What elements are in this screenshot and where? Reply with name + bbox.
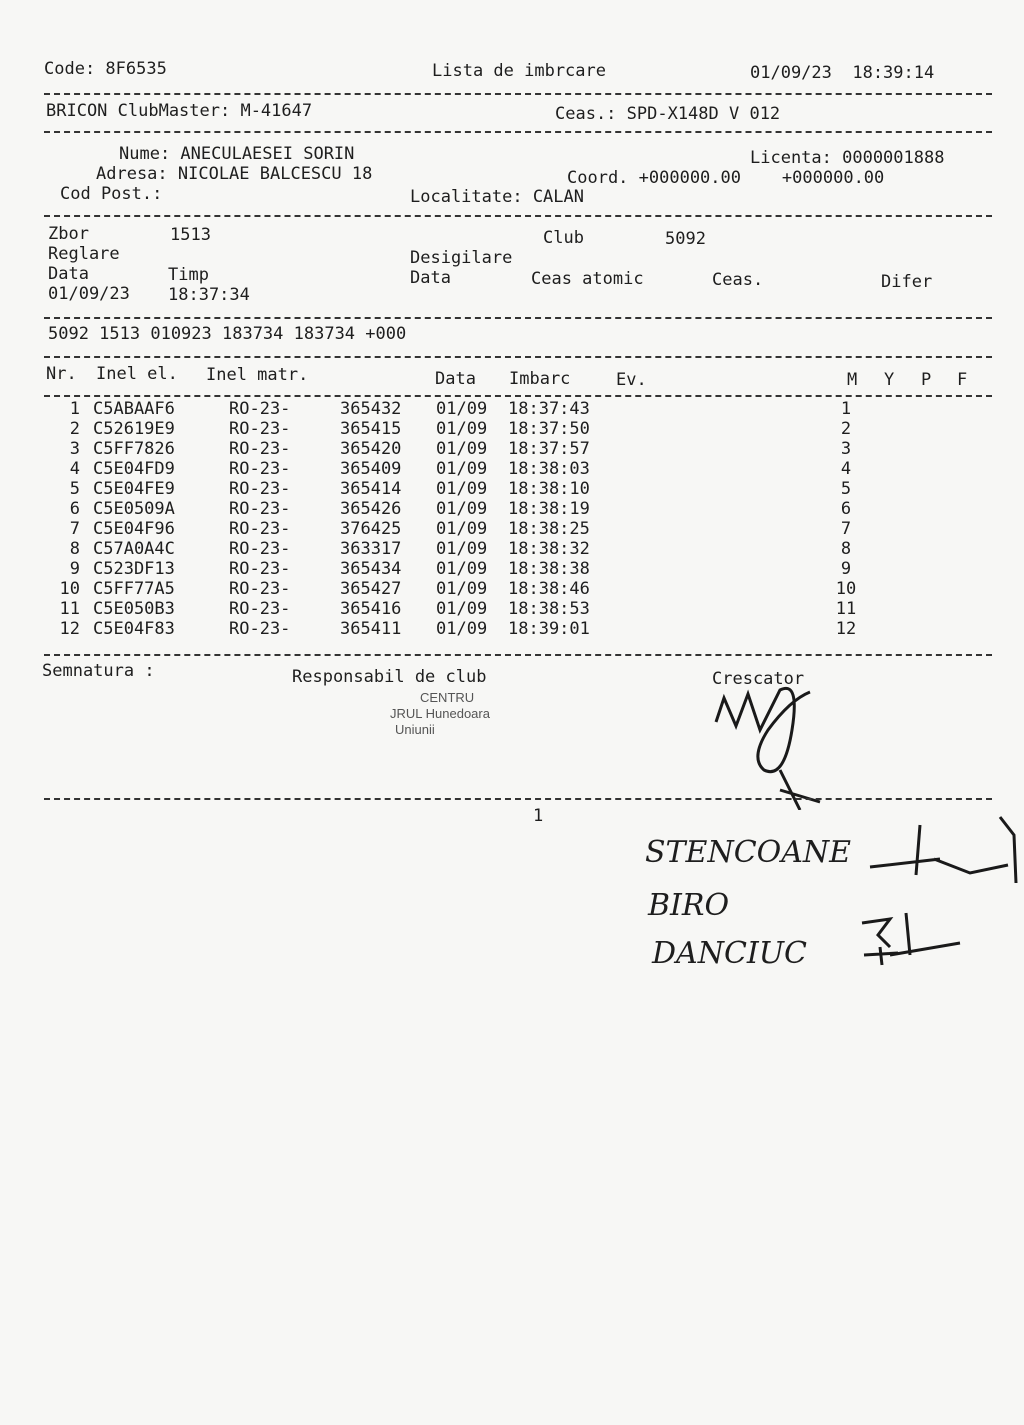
stamp-line: JRUL Hunedoara: [390, 706, 490, 721]
postal-code: Cod Post.:: [60, 184, 163, 204]
clubmaster-info: BRICON ClubMaster: M-41647: [46, 101, 313, 121]
setting-time-value: 18:37:34: [168, 285, 250, 305]
row-time: 18:37:50: [508, 419, 590, 439]
setting-label: Reglare: [48, 244, 120, 264]
page-title: Lista de imbrcare: [432, 61, 606, 81]
row-m: 3: [840, 439, 852, 459]
row-nr: 10: [59, 579, 80, 599]
row-nr: 1: [69, 399, 80, 419]
row-nr: 11: [59, 599, 80, 619]
table-row: [46, 499, 946, 519]
flight-number: 1513: [170, 225, 211, 245]
owner-address: Adresa: NICOLAE BALCESCU 18: [96, 164, 373, 184]
row-time: 18:38:03: [508, 459, 590, 479]
club-number: 5092: [665, 229, 706, 249]
divider: [44, 93, 992, 95]
signature-label: Semnatura :: [42, 661, 155, 681]
col-ev: Ev.: [616, 370, 647, 390]
row-time: 18:37:43: [508, 399, 590, 419]
row-prefix: RO-23-: [229, 599, 291, 619]
row-inel-matr: 365411: [340, 619, 402, 639]
handwritten-name: BIRO: [648, 888, 730, 923]
page-number: 1: [533, 806, 544, 826]
row-prefix: RO-23-: [229, 459, 291, 479]
col-m: M: [847, 370, 858, 390]
divider: [44, 317, 992, 319]
row-date: 01/09: [436, 439, 488, 459]
table-row: [46, 419, 946, 439]
row-date: 01/09: [436, 499, 488, 519]
row-m: 5: [840, 479, 852, 499]
clock-label: Ceas.: [712, 270, 764, 290]
divider: [44, 131, 992, 133]
col-f: F: [957, 370, 968, 390]
table-row: [46, 579, 946, 599]
divider: [44, 654, 992, 656]
row-inel-el: C5E04F83: [93, 619, 175, 639]
row-prefix: RO-23-: [229, 479, 291, 499]
breeder-signature: [700, 670, 840, 810]
row-m: 2: [840, 419, 852, 439]
row-inel-matr: 376425: [340, 519, 402, 539]
breeder-label: Crescator: [712, 669, 805, 689]
difference-label: Difer: [881, 272, 933, 292]
col-nr: Nr.: [46, 364, 77, 384]
row-nr: 5: [69, 479, 80, 499]
handwritten-name: STENCOANE: [645, 835, 852, 870]
row-inel-el: C5FF77A5: [93, 579, 175, 599]
row-time: 18:38:38: [508, 559, 590, 579]
row-m: 11: [835, 599, 857, 619]
row-inel-matr: 365416: [340, 599, 402, 619]
row-m: 7: [840, 519, 852, 539]
row-m: 6: [840, 499, 852, 519]
unsealing-label: Desigilare: [410, 248, 513, 268]
row-time: 18:38:53: [508, 599, 590, 619]
flight-label: Zbor: [48, 224, 89, 244]
row-inel-matr: 365426: [340, 499, 402, 519]
locality: Localitate: CALAN: [410, 187, 584, 207]
row-time: 18:38:25: [508, 519, 590, 539]
divider: [44, 798, 992, 800]
row-time: 18:39:01: [508, 619, 590, 639]
row-date: 01/09: [436, 579, 488, 599]
row-prefix: RO-23-: [229, 419, 291, 439]
atomic-clock-label: Ceas atomic: [531, 269, 644, 289]
row-prefix: RO-23-: [229, 399, 291, 419]
row-m: 8: [840, 539, 852, 559]
row-inel-el: C5FF7826: [93, 439, 175, 459]
row-nr: 12: [59, 619, 80, 639]
license-number: Licenta: 0000001888: [750, 148, 945, 168]
clock-info: Ceas.: SPD-X148D V 012: [555, 104, 781, 124]
divider: [44, 395, 992, 397]
row-date: 01/09: [436, 419, 488, 439]
row-prefix: RO-23-: [229, 539, 291, 559]
row-inel-el: C5E04FD9: [93, 459, 175, 479]
row-inel-matr: 365420: [340, 439, 402, 459]
table-row: [46, 559, 946, 579]
setting-date-label: Data: [48, 264, 89, 284]
row-time: 18:38:19: [508, 499, 590, 519]
row-m: 9: [840, 559, 852, 579]
row-inel-el: C5E04F96: [93, 519, 175, 539]
row-inel-matr: 365409: [340, 459, 402, 479]
row-date: 01/09: [436, 479, 488, 499]
table-row: [46, 539, 946, 559]
row-inel-matr: 365427: [340, 579, 402, 599]
row-prefix: RO-23-: [229, 519, 291, 539]
row-nr: 2: [69, 419, 80, 439]
code-line: 5092 1513 010923 183734 183734 +000: [48, 324, 407, 344]
row-prefix: RO-23-: [229, 579, 291, 599]
row-date: 01/09: [436, 559, 488, 579]
row-prefix: RO-23-: [229, 619, 291, 639]
print-datetime: 01/09/23 18:39:14: [750, 63, 935, 83]
table-row: [46, 519, 946, 539]
row-nr: 8: [69, 539, 80, 559]
table-row: [46, 619, 946, 639]
row-inel-el: C5E04FE9: [93, 479, 175, 499]
table-row: [46, 439, 946, 459]
owner-name: Nume: ANECULAESEI SORIN: [119, 144, 355, 164]
club-responsible-label: Responsabil de club: [292, 667, 487, 687]
row-time: 18:38:46: [508, 579, 590, 599]
row-inel-matr: 365432: [340, 399, 402, 419]
row-inel-el: C52619E9: [93, 419, 175, 439]
col-imbarc: Imbarc: [509, 369, 571, 389]
col-p: P: [921, 370, 932, 390]
row-inel-matr: 365414: [340, 479, 402, 499]
table-row: [46, 399, 946, 419]
row-prefix: RO-23-: [229, 559, 291, 579]
row-nr: 4: [69, 459, 80, 479]
col-y: Y: [884, 370, 895, 390]
table-row: [46, 599, 946, 619]
row-nr: 7: [69, 519, 80, 539]
row-nr: 3: [69, 439, 80, 459]
row-inel-matr: 365415: [340, 419, 402, 439]
stamp-line: Uniunii: [395, 722, 435, 737]
row-m: 12: [835, 619, 857, 639]
table-row: [46, 459, 946, 479]
row-nr: 6: [69, 499, 80, 519]
row-prefix: RO-23-: [229, 499, 291, 519]
row-inel-el: C57A0A4C: [93, 539, 175, 559]
row-m: 10: [835, 579, 857, 599]
row-date: 01/09: [436, 459, 488, 479]
stamp-line: CENTRU: [420, 690, 475, 705]
divider: [44, 356, 992, 358]
club-label: Club: [543, 228, 584, 248]
row-m: 4: [840, 459, 852, 479]
row-inel-matr: 365434: [340, 559, 402, 579]
code-label: Code: 8F6535: [44, 59, 167, 79]
col-inel-el: Inel el.: [96, 364, 178, 384]
row-nr: 9: [69, 559, 80, 579]
row-inel-matr: 363317: [340, 539, 402, 559]
row-inel-el: C5E0509A: [93, 499, 175, 519]
row-time: 18:38:32: [508, 539, 590, 559]
divider: [44, 215, 992, 217]
row-date: 01/09: [436, 399, 488, 419]
col-data: Data: [435, 369, 476, 389]
handwritten-signatures: [850, 815, 1020, 985]
setting-date-value: 01/09/23: [48, 284, 130, 304]
row-time: 18:37:57: [508, 439, 590, 459]
row-time: 18:38:10: [508, 479, 590, 499]
row-date: 01/09: [436, 599, 488, 619]
row-date: 01/09: [436, 519, 488, 539]
col-inel-matr: Inel matr.: [206, 365, 309, 385]
row-prefix: RO-23-: [229, 439, 291, 459]
row-m: 1: [840, 399, 852, 419]
row-date: 01/09: [436, 539, 488, 559]
row-inel-el: C5ABAAF6: [93, 399, 175, 419]
table-row: [46, 479, 946, 499]
handwritten-name: DANCIUC: [652, 936, 808, 971]
setting-time-label: Timp: [168, 265, 209, 285]
row-date: 01/09: [436, 619, 488, 639]
unsealing-date-label: Data: [410, 268, 451, 288]
row-inel-el: C5E050B3: [93, 599, 175, 619]
coordinates: Coord. +000000.00 +000000.00: [567, 168, 885, 188]
row-inel-el: C523DF13: [93, 559, 175, 579]
